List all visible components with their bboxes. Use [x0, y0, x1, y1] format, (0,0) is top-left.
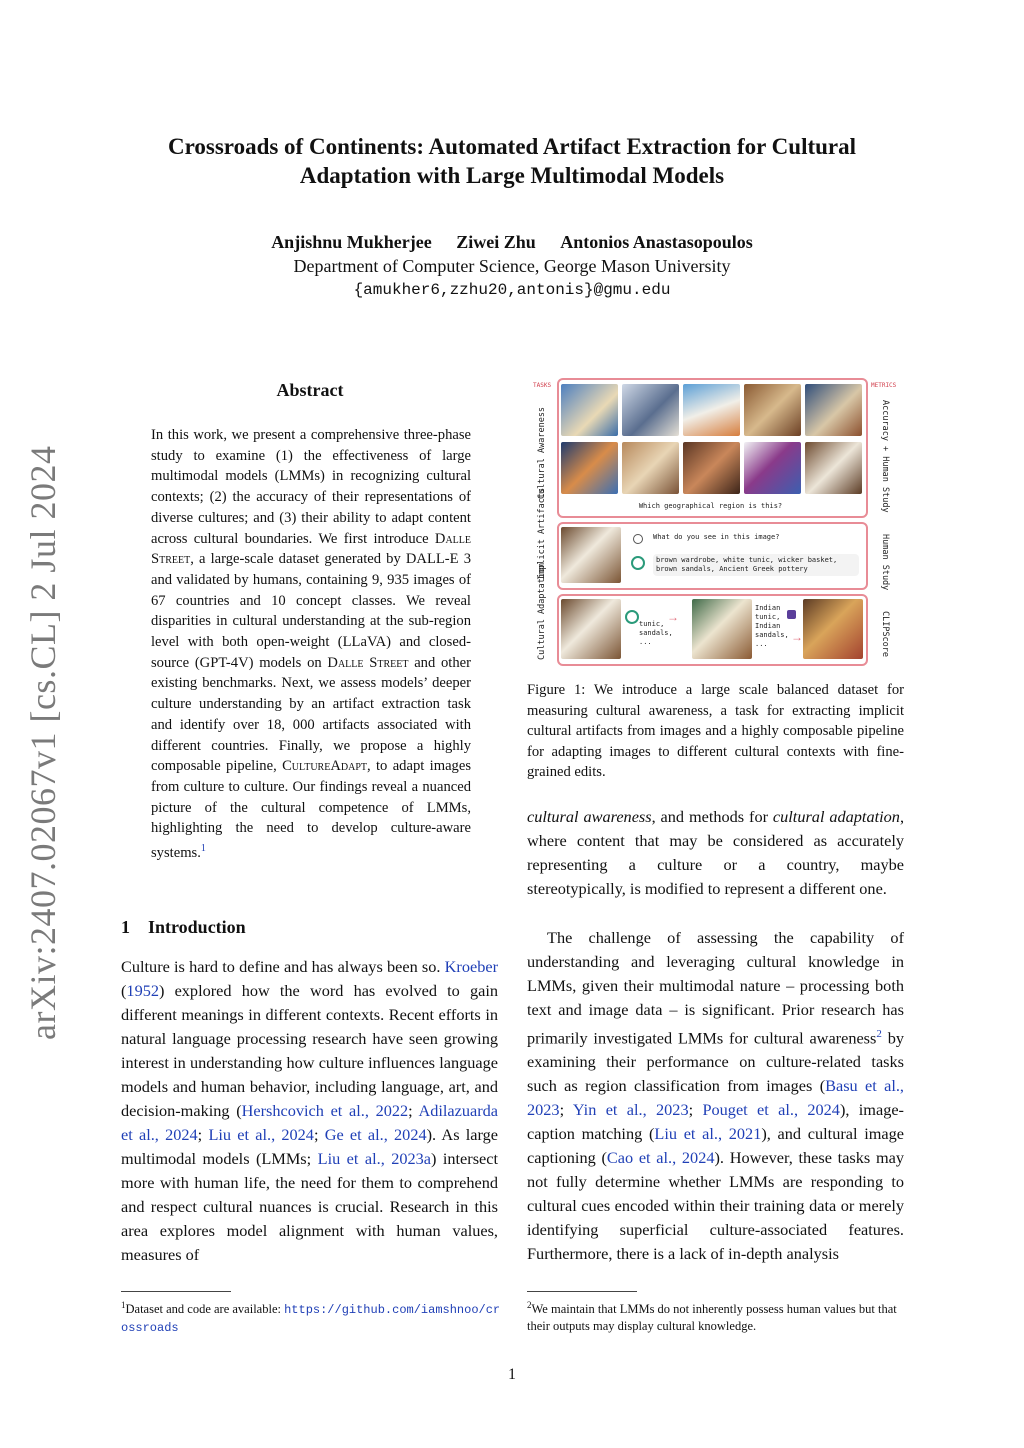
gpt-icon — [625, 610, 639, 624]
body-text: Culture is hard to define and has always been so. — [121, 957, 445, 976]
pipeline-name: CultureAdapt — [282, 758, 367, 775]
body-text: ; — [408, 1101, 419, 1120]
image-tile — [805, 442, 862, 494]
wardrobe-image — [561, 527, 621, 583]
abstract-text: In this work, we present a comprehensive three-phase study to examine (1) the effectiveness of large multimodal models (LMMs) in recognizing cultural contexts; (2) the accuracy of their representations of diverse cultures; and (3) their ability to adapt content across cultural boundaries. We first introduce — [151, 427, 471, 547]
region-question: Which geographical region is this? — [638, 502, 783, 510]
intro-paragraph — [121, 955, 498, 1267]
author-3: Antonios Anastasopoulos — [560, 232, 753, 252]
metric-clipscore: CLIPScore — [880, 610, 890, 658]
footnote-mark: 1 — [121, 1300, 126, 1310]
body-text: , and methods for — [651, 807, 773, 826]
body-text: ; — [688, 1100, 703, 1120]
cultural-awareness-panel — [557, 378, 868, 518]
source-image — [561, 599, 621, 659]
citation-link[interactable]: Liu et al., 2021 — [654, 1124, 762, 1144]
body-text: ; — [313, 1125, 325, 1144]
artifact-prompt: What do you see in this image? — [653, 533, 780, 541]
citation-link[interactable]: Liu et al., 2023a — [317, 1149, 431, 1168]
implicit-artifacts-panel — [557, 522, 868, 590]
abstract-text: , a large-scale dataset generated by DALL-E 3 and validated by humans, containing 9, 935 images of 67 countries and 10 concept classes. We reveal disparities in cultural understanding at the sub-region level with both open-weight (LLaVA) and closed-source (GPT-4V) models on — [151, 551, 471, 671]
title-line-1: Crossroads of Continents: Automated Artifact Extraction for Cultural — [167, 134, 857, 159]
section-title: Introduction — [148, 917, 246, 937]
artifact-answer: brown wardrobe, white tunic, wicker basket, brown sandals, Ancient Greek pottery — [653, 554, 859, 576]
image-tile — [683, 384, 740, 436]
footnote-1-ref[interactable]: 1 — [200, 843, 206, 855]
adapt-step-2: Indian tunic, Indian sandals, ... — [755, 604, 789, 648]
arrow-icon: → — [667, 610, 679, 624]
edited-image — [692, 599, 752, 659]
image-tile — [561, 442, 618, 494]
editor-icon — [787, 610, 796, 619]
label-implicit-artifacts: Implicit Artifacts — [537, 487, 547, 580]
body-text: ). As large multimodal models (LMMs; — [121, 1125, 499, 1168]
footnote-text: We maintain that LMMs do not inherently possess human values but that their outputs may display cultural knowledge. — [527, 1302, 897, 1334]
citation-link[interactable]: Ge et al., 2024 — [324, 1125, 427, 1144]
footnote-2-ref[interactable]: 2 — [876, 1028, 882, 1040]
author-2: Ziwei Zhu — [456, 232, 536, 252]
label-cultural-awareness: Cultural Awareness — [537, 406, 547, 500]
figure-1 — [527, 376, 900, 666]
metric-accuracy-human: Accuracy + Human Study — [880, 400, 890, 513]
metric-human-study: Human Study — [880, 534, 890, 591]
body-text: ) intersect more with human life, the need for them to comprehend and respect cultural nuances is crucial. Research in this area explores model alignment with human values, measures of — [121, 1149, 499, 1264]
page-number: 1 — [508, 1366, 516, 1383]
adapt-step-1: tunic, sandals, ... — [639, 620, 673, 646]
image-tile — [622, 442, 679, 494]
abstract-heading: Abstract — [276, 380, 344, 400]
body-text: ). However, these tasks may not fully determine whether LMMs are responding to cultural cues encoded within their training data or merely identifying superficial culture-associated features. Furthermore, there is a lack of in-depth analysis — [527, 1148, 905, 1264]
citation-link[interactable]: Cao et al., 2024 — [606, 1148, 715, 1168]
body-text: ), image-caption matching ( — [527, 1100, 904, 1144]
tasks-tag: TASKS — [533, 382, 552, 389]
body-text: The challenge of assessing the capability of understanding and leveraging cultural knowledge in LMMs, given their multimodal nature – processing both text and image data – is significant. Prior research has primarily investigated LMMs for cultural awareness — [527, 928, 904, 1048]
right-column-paragraph-2 — [527, 926, 904, 1266]
dataset-name: Dalle Street — [151, 530, 471, 568]
body-text: , where content that may be considered as accurately representing a culture or a country, maybe stereotypically, is modified to represent a different one. — [527, 807, 905, 898]
gpt-icon — [631, 556, 645, 570]
body-text: ; — [559, 1100, 573, 1120]
title-line-2: Adaptation with Large Multimodal Models — [299, 163, 725, 188]
affiliation: Department of Computer Science, George Mason University — [293, 256, 731, 276]
citation-link[interactable]: Adilazuarda et al., 2024 — [121, 1101, 499, 1144]
footnote-mark: 2 — [527, 1300, 532, 1310]
body-text: ) explored how the word has evolved to gain different meanings in different contexts. Recent efforts in natural language processing research have seen growing interest in understanding how culture influences language models and human behavior, including language, art, and decision-making ( — [121, 981, 498, 1120]
github-link[interactable]: https://github.com/iamshnoo/crossroads — [121, 1303, 501, 1336]
body-text: ), and cultural image captioning ( — [527, 1124, 905, 1168]
body-text: ( — [121, 981, 127, 1000]
author-1: Anjishnu Mukherjee — [271, 232, 432, 252]
citation-link[interactable]: Kroeber — [444, 957, 498, 976]
abstract-text: , to adapt images from culture to culture. Our findings reveal a nuanced picture of the cultural competence of LMMs, highlighting the need to develop culture-aware systems. — [151, 758, 471, 861]
footnote-rule — [527, 1291, 637, 1292]
cultural-adaptation-panel — [557, 594, 868, 666]
adapted-image — [803, 599, 863, 659]
figure-caption: Figure 1: We introduce a large scale balanced dataset for measuring cultural awareness, a task for extracting implicit cultural artifacts from images and a highly composable pipeline for adapting images to different cultural contexts with fine-grained edits. — [527, 682, 904, 780]
intro-heading — [121, 917, 264, 938]
footnote-text: Dataset and code are available: — [125, 1302, 285, 1317]
footnote-2 — [527, 1297, 904, 1335]
citation-link[interactable]: Liu et al., 2024 — [208, 1125, 314, 1144]
authors — [100, 232, 924, 253]
arrow-icon: → — [791, 630, 803, 644]
metrics-tag: METRICS — [871, 382, 897, 389]
dataset-name: Dalle Street — [327, 654, 409, 671]
citation-link[interactable]: 1952 — [126, 981, 159, 1000]
user-icon — [633, 534, 643, 544]
abstract-body — [151, 425, 471, 864]
citation-link[interactable]: Hershcovich et al., 2022 — [241, 1101, 409, 1120]
citation-link[interactable]: Pouget et al., 2024 — [702, 1100, 840, 1120]
citation-link[interactable]: Basu et al., 2023 — [527, 1076, 905, 1120]
arxiv-stamp: arXiv:2407.02067v1 [cs.CL] 2 Jul 2024 — [23, 445, 63, 1040]
citation-link[interactable]: Yin et al., 2023 — [572, 1100, 689, 1120]
body-text: cultural adaptation — [772, 807, 900, 826]
image-tile — [622, 384, 679, 436]
author-emails: {amukher6,zzhu20,antonis}@gmu.edu — [353, 281, 671, 299]
image-tile — [744, 442, 801, 494]
image-tile — [561, 384, 618, 436]
body-text: by examining their performance on culture-related tasks such as region classification from images ( — [527, 1028, 904, 1096]
section-number: 1 — [121, 917, 130, 937]
label-cultural-adaptation: Cultural Adaptation — [537, 562, 547, 660]
footnote-1 — [121, 1297, 501, 1337]
image-tile — [744, 384, 801, 436]
body-text: ; — [197, 1125, 209, 1144]
body-text: cultural awareness — [527, 807, 652, 826]
right-column-paragraph-1 — [527, 805, 904, 901]
footnote-rule — [121, 1291, 231, 1292]
abstract-text: and other existing benchmarks. Next, we assess models’ deeper culture understanding by an artifact extraction task and identify over 18, 000 artifacts associated with different countries. Finally, we propose a highly composable pipeline, — [151, 654, 471, 775]
image-tile — [805, 384, 862, 436]
paper-title — [100, 132, 924, 190]
image-tile — [683, 442, 740, 494]
